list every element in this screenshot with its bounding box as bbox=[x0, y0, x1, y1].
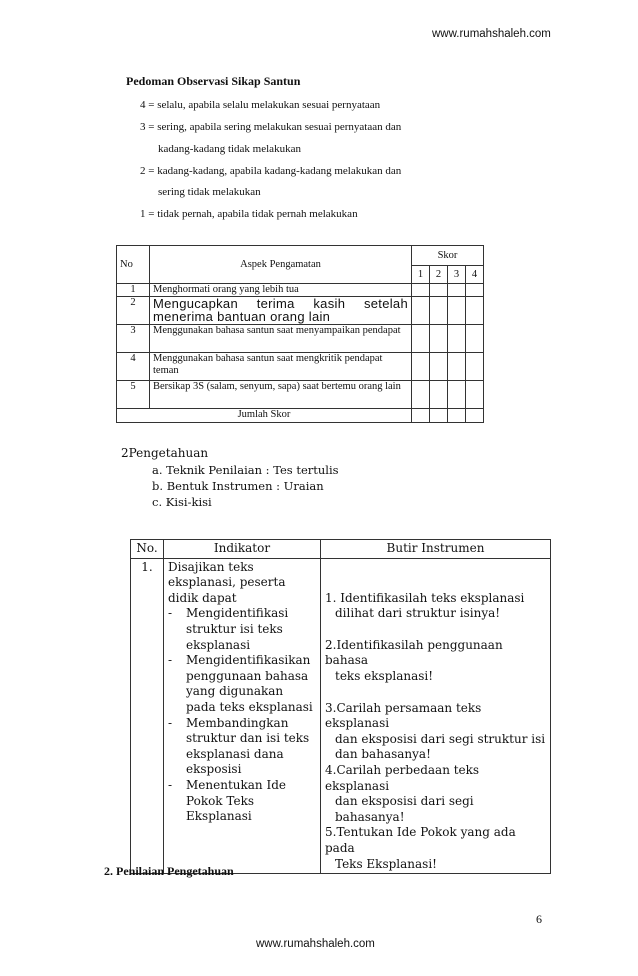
list-text: Teknik Penilaian : Tes tertulis bbox=[166, 463, 339, 477]
score-cell[interactable] bbox=[448, 409, 466, 423]
row-aspek: Menggunakan bahasa santun saat menyampaikan pendapat bbox=[150, 325, 412, 353]
page-number: 6 bbox=[536, 912, 542, 926]
header-skor: Skor bbox=[412, 246, 484, 266]
row-no: 3 bbox=[117, 325, 150, 353]
list-marker: a. bbox=[152, 463, 163, 477]
row-no: 2 bbox=[117, 297, 150, 325]
row-no: 1 bbox=[117, 284, 150, 297]
skor-col-3: 3 bbox=[448, 266, 466, 284]
score-cell[interactable] bbox=[466, 325, 484, 353]
header-aspek: Aspek Pengamatan bbox=[150, 246, 412, 284]
score-cell[interactable] bbox=[466, 409, 484, 423]
scale-2: 2 = kadang-kadang, apabila kadang-kadang melakukan dan bbox=[140, 165, 402, 177]
score-cell[interactable] bbox=[430, 353, 448, 381]
row-aspek: Mengucapkan terima kasih setelah menerima bantuan orang lain bbox=[150, 297, 412, 325]
score-cell[interactable] bbox=[466, 381, 484, 409]
butir-cell bbox=[321, 558, 551, 874]
score-cell[interactable] bbox=[412, 381, 430, 409]
scale-2-cont: sering tidak melakukan bbox=[158, 186, 261, 198]
score-cell[interactable] bbox=[448, 297, 466, 325]
score-cell[interactable] bbox=[412, 325, 430, 353]
table-row bbox=[117, 353, 484, 381]
indikator-point: - Membandingkan struktur dan isi teks eksplanasi dana eksposisi bbox=[168, 715, 310, 777]
scale-4: 4 = selalu, apabila selalu melakukan sesuai pernyataan bbox=[140, 99, 381, 111]
score-cell[interactable] bbox=[412, 409, 430, 423]
score-cell[interactable] bbox=[430, 284, 448, 297]
scale-3: 3 = sering, apabila sering melakukan sesuai pernyataan dan bbox=[140, 121, 402, 133]
butir-item: 3.Carilah persamaan teks eksplanasi dan eksposisi dari segi struktur isi dan bahasanya! bbox=[325, 700, 546, 762]
butir-item: 4.Carilah perbedaan teks eksplanasi dan eksposisi dari segi bahasanya! bbox=[325, 762, 480, 824]
score-cell[interactable] bbox=[430, 325, 448, 353]
section2-title: 2. Penilaian Pengetahuan bbox=[104, 864, 234, 878]
score-cell[interactable] bbox=[448, 325, 466, 353]
total-label: Jumlah Skor bbox=[117, 409, 412, 423]
butir-item: 5.Tentukan Ide Pokok yang ada pada Teks Eksplanasi! bbox=[325, 825, 516, 871]
table-row bbox=[117, 381, 484, 409]
list-text: Bentuk Instrumen : Uraian bbox=[166, 479, 324, 493]
indikator-cell bbox=[164, 558, 321, 874]
score-cell[interactable] bbox=[448, 353, 466, 381]
score-cell[interactable] bbox=[466, 284, 484, 297]
list-marker: b. bbox=[152, 479, 164, 493]
table-row bbox=[117, 284, 484, 297]
skor-col-4: 4 bbox=[466, 266, 484, 284]
skor-col-2: 2 bbox=[430, 266, 448, 284]
score-cell[interactable] bbox=[430, 297, 448, 325]
kisi-kisi-table bbox=[130, 539, 551, 874]
score-cell[interactable] bbox=[412, 284, 430, 297]
score-cell[interactable] bbox=[412, 353, 430, 381]
header-no: No. bbox=[131, 540, 164, 559]
row-aspek: Menggunakan bahasa santun saat mengkritik pendapat teman bbox=[150, 353, 412, 381]
butir-item: 1. Identifikasilah teks eksplanasi dilihat dari struktur isinya! bbox=[325, 590, 525, 621]
score-cell[interactable] bbox=[448, 284, 466, 297]
list-item bbox=[152, 479, 324, 493]
score-cell[interactable] bbox=[466, 297, 484, 325]
skor-col-1: 1 bbox=[412, 266, 430, 284]
indikator-point: - Menentukan Ide Pokok Teks Eksplanasi bbox=[168, 777, 286, 824]
pengetahuan-heading: 2Pengetahuan bbox=[121, 446, 209, 460]
header-url: www.rumahshaleh.com bbox=[432, 28, 551, 40]
table-row bbox=[117, 297, 484, 325]
indikator-point: - Mengidentifikasi struktur isi teks eksplanasi bbox=[168, 606, 289, 652]
indikator-point: - Mengidentifikasikan penggunaan bahasa yang digunakan pada teks eksplanasi bbox=[168, 653, 313, 714]
row-no: 4 bbox=[117, 353, 150, 381]
score-cell[interactable] bbox=[430, 409, 448, 423]
row-aspek: Bersikap 3S (salam, senyum, sapa) saat bertemu orang lain bbox=[150, 381, 412, 409]
row-no: 1. bbox=[131, 558, 164, 874]
row-no: 5 bbox=[117, 381, 150, 409]
list-item bbox=[152, 495, 212, 509]
indikator-intro: Disajikan teks eksplanasi, peserta didik dapat bbox=[168, 559, 286, 605]
total-row bbox=[117, 409, 484, 423]
score-cell[interactable] bbox=[412, 297, 430, 325]
pedoman-title: Pedoman Observasi Sikap Santun bbox=[126, 74, 301, 88]
list-item bbox=[152, 463, 339, 477]
header-butir: Butir Instrumen bbox=[321, 540, 551, 559]
score-cell[interactable] bbox=[448, 381, 466, 409]
header-no: No bbox=[117, 246, 150, 284]
score-cell[interactable] bbox=[466, 353, 484, 381]
list-text: Kisi-kisi bbox=[165, 495, 212, 509]
score-cell[interactable] bbox=[430, 381, 448, 409]
table-row bbox=[117, 325, 484, 353]
list-marker: c. bbox=[152, 495, 163, 509]
footer-url: www.rumahshaleh.com bbox=[256, 938, 375, 950]
butir-item: 2.Identifikasilah penggunaan bahasa teks eksplanasi! bbox=[325, 637, 503, 683]
row-aspek: Menghormati orang yang lebih tua bbox=[150, 284, 412, 297]
observation-table bbox=[116, 245, 484, 423]
scale-3-cont: kadang-kadang tidak melakukan bbox=[158, 143, 301, 155]
header-indikator: Indikator bbox=[164, 540, 321, 559]
scale-1: 1 = tidak pernah, apabila tidak pernah melakukan bbox=[140, 208, 358, 220]
